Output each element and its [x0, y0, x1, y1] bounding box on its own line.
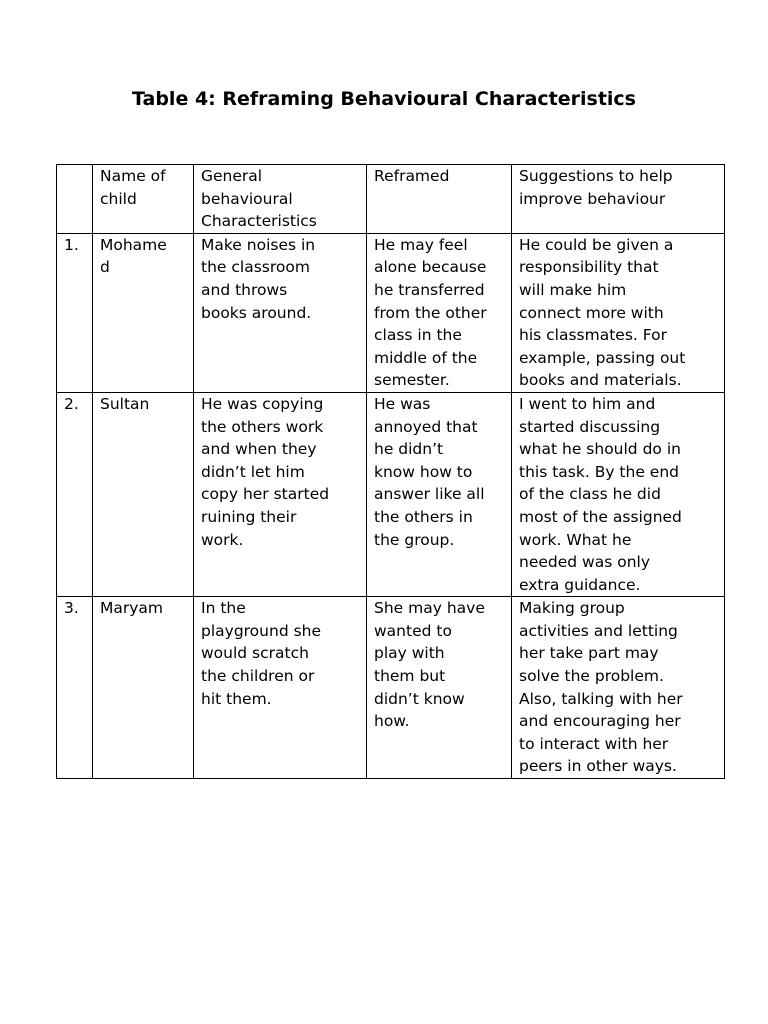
child-name-cell: Mohame d: [93, 233, 194, 392]
reframed-cell: He was annoyed that he didn’t know how to answer like all the others in the group.: [367, 392, 512, 596]
child-name-cell: Maryam: [93, 597, 194, 779]
table-row: [57, 392, 725, 596]
general-behaviour-cell: In the playground she would scratch the children or hit them.: [194, 597, 367, 779]
row-number-cell: 3.: [57, 597, 93, 779]
suggestion-cell: Making group activities and letting her take part may solve the problem. Also, talking with her and encouraging her to interact with her peers in other ways.: [512, 597, 725, 779]
table-header-row: [57, 165, 725, 234]
general-behaviour-cell: Make noises in the classroom and throws books around.: [194, 233, 367, 392]
suggestion-cell: I went to him and started discussing what he should do in this task. By the end of the class he did most of the assigned work. What he needed was only extra guidance.: [512, 392, 725, 596]
reframed-cell: She may have wanted to play with them but didn’t know how.: [367, 597, 512, 779]
row-number-cell: 2.: [57, 392, 93, 596]
child-name-cell: Sultan: [93, 392, 194, 596]
header-suggestions: Suggestions to help improve behaviour: [512, 165, 725, 234]
table-row: [57, 597, 725, 779]
behaviour-table: [56, 164, 725, 779]
header-general-behavioural-characteristics: General behavioural Characteristics: [194, 165, 367, 234]
table-row: [57, 233, 725, 392]
header-name-of-child: Name of child: [93, 165, 194, 234]
row-number-cell: 1.: [57, 233, 93, 392]
reframed-cell: He may feel alone because he transferred from the other class in the middle of the semester.: [367, 233, 512, 392]
suggestion-cell: He could be given a responsibility that will make him connect more with his classmates. For example, passing out books and materials.: [512, 233, 725, 392]
header-reframed: Reframed: [367, 165, 512, 234]
page-title: Table 4: Reframing Behavioural Characteristics: [132, 88, 636, 110]
general-behaviour-cell: He was copying the others work and when they didn’t let him copy her started ruining their work.: [194, 392, 367, 596]
header-number: [57, 165, 93, 234]
